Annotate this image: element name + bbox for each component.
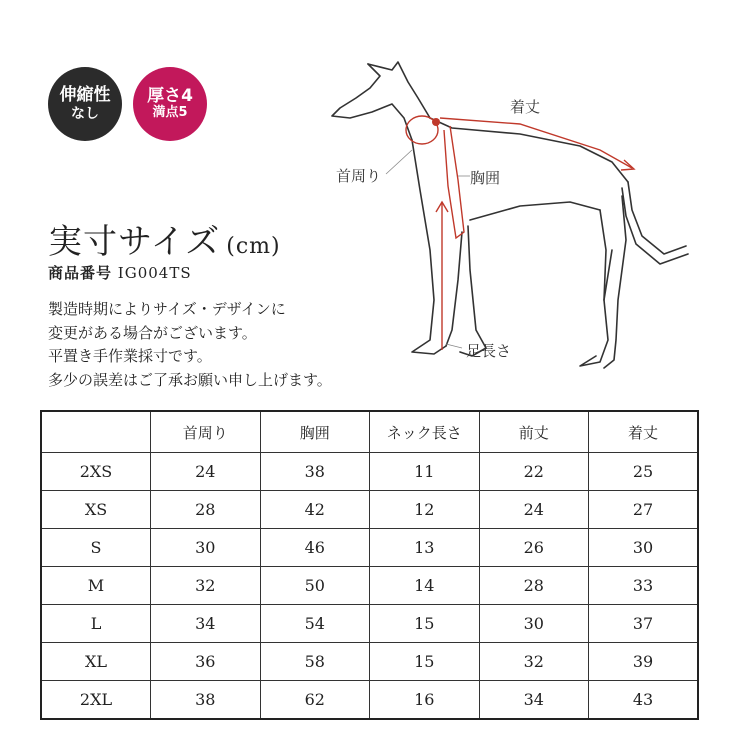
note-line: 製造時期によりサイズ・デザインに xyxy=(48,300,286,318)
value-cell: 54 xyxy=(260,605,370,643)
value-cell: 28 xyxy=(151,491,261,529)
value-cell: 62 xyxy=(260,681,370,720)
value-cell: 58 xyxy=(260,643,370,681)
value-cell: 30 xyxy=(479,605,589,643)
thickness-badge-scale: 満点5 xyxy=(152,105,188,121)
value-cell: 12 xyxy=(370,491,480,529)
value-cell: 38 xyxy=(151,681,261,720)
value-cell: 42 xyxy=(260,491,370,529)
value-cell: 43 xyxy=(589,681,699,720)
title-unit: (cm) xyxy=(226,234,281,259)
value-cell: 32 xyxy=(151,567,261,605)
size-table xyxy=(40,410,699,720)
table-row xyxy=(41,453,698,491)
value-cell: 32 xyxy=(479,643,589,681)
value-cell: 34 xyxy=(151,605,261,643)
chest-label: 胸囲 xyxy=(470,169,501,187)
size-cell: L xyxy=(41,605,151,643)
neck-label: 首周り xyxy=(336,167,382,185)
size-cell: XS xyxy=(41,491,151,529)
value-cell: 46 xyxy=(260,529,370,567)
table-row xyxy=(41,567,698,605)
value-cell: 15 xyxy=(370,643,480,681)
value-cell: 39 xyxy=(589,643,699,681)
table-header-cell: 前丈 xyxy=(479,411,589,453)
value-cell: 28 xyxy=(479,567,589,605)
table-header-cell: ネック長さ xyxy=(370,411,480,453)
title-text: 実寸サイズ xyxy=(48,222,221,262)
length-label: 着丈 xyxy=(510,98,541,116)
table-header-cell: 首周り xyxy=(151,411,261,453)
table-row xyxy=(41,681,698,720)
table-header-cell xyxy=(41,411,151,453)
table-header-cell: 着丈 xyxy=(589,411,699,453)
value-cell: 14 xyxy=(370,567,480,605)
product-number-label: 商品番号 xyxy=(48,264,113,282)
table-header-cell: 胸囲 xyxy=(260,411,370,453)
value-cell: 25 xyxy=(589,453,699,491)
value-cell: 26 xyxy=(479,529,589,567)
value-cell: 36 xyxy=(151,643,261,681)
value-cell: 34 xyxy=(479,681,589,720)
table-header-row xyxy=(41,411,698,453)
thickness-badge-title: 厚さ4 xyxy=(147,85,193,106)
note-line: 変更がある場合がございます。 xyxy=(48,323,257,342)
value-cell: 37 xyxy=(589,605,699,643)
measurement-lines xyxy=(406,116,634,350)
size-cell: S xyxy=(41,529,151,567)
length-measure-line xyxy=(440,118,632,168)
size-cell: XL xyxy=(41,643,151,681)
table-row xyxy=(41,643,698,681)
table-row xyxy=(41,605,698,643)
product-number-value: IG004TS xyxy=(117,264,192,282)
stretch-badge-value: なし xyxy=(71,105,99,122)
size-cell: M xyxy=(41,567,151,605)
value-cell: 15 xyxy=(370,605,480,643)
leg-label: 足長さ xyxy=(466,342,512,360)
value-cell: 24 xyxy=(151,453,261,491)
value-cell: 22 xyxy=(479,453,589,491)
value-cell: 24 xyxy=(479,491,589,529)
value-cell: 16 xyxy=(370,681,480,720)
table-row xyxy=(41,529,698,567)
value-cell: 30 xyxy=(151,529,261,567)
note-line: 多少の誤差はご了承お願い申し上げます。 xyxy=(48,370,332,389)
value-cell: 13 xyxy=(370,529,480,567)
value-cell: 27 xyxy=(589,491,699,529)
size-cell: 2XS xyxy=(41,453,151,491)
note-line: 平置き手作業採寸です。 xyxy=(48,347,212,365)
value-cell: 11 xyxy=(370,453,480,491)
stretch-badge-title: 伸縮性 xyxy=(59,85,111,106)
value-cell: 50 xyxy=(260,567,370,605)
table-row xyxy=(41,491,698,529)
size-cell: 2XL xyxy=(41,681,151,720)
length-start-dot xyxy=(432,118,440,126)
value-cell: 30 xyxy=(589,529,699,567)
chest-measure-line xyxy=(444,126,464,238)
value-cell: 38 xyxy=(260,453,370,491)
value-cell: 33 xyxy=(589,567,699,605)
